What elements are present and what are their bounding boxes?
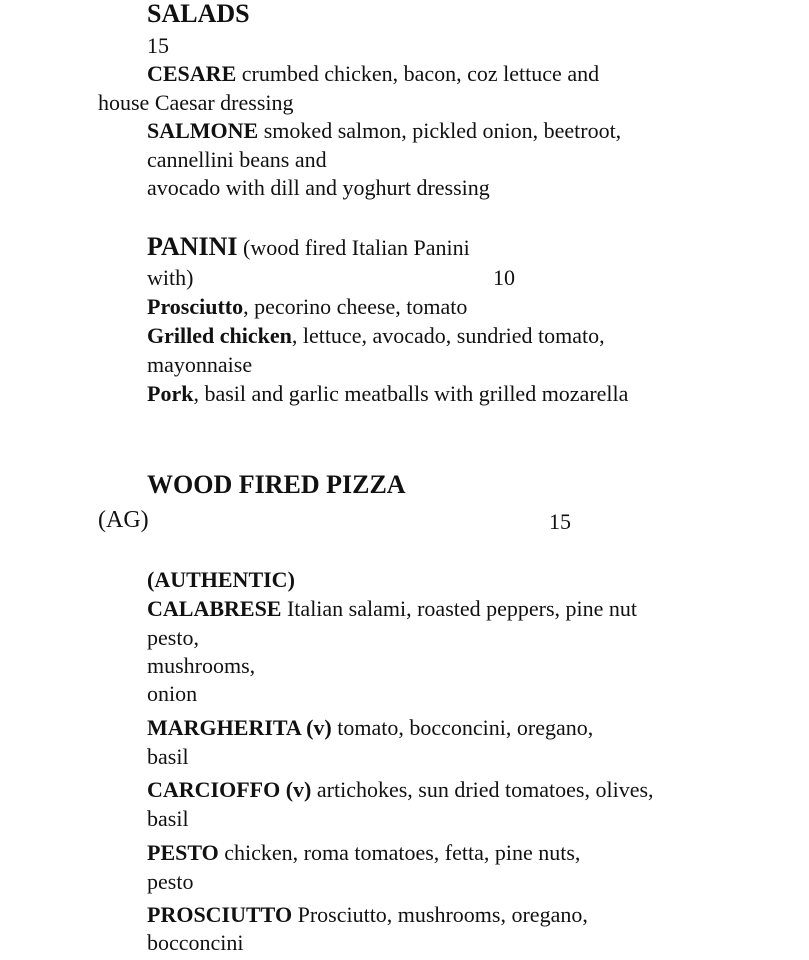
menu-item-carcioffo: [147, 776, 654, 804]
panini-heading-suffix: (wood fired Italian Panini: [243, 235, 470, 260]
item-name: CARCIOFFO (v): [147, 777, 312, 802]
item-desc-cont: cannellini beans and: [147, 147, 327, 172]
menu-item-cesare: [147, 60, 599, 88]
menu-item-calabrese: [147, 595, 637, 623]
item-name: Prosciutto: [147, 294, 244, 319]
item-desc-cont: mayonnaise: [147, 352, 253, 377]
item-desc: Italian salami, roasted peppers, pine nut: [286, 596, 638, 621]
item-desc-cont: bocconcini: [147, 930, 244, 955]
panini-heading-cont: with): [147, 265, 194, 290]
item-name: CALABRESE: [147, 596, 282, 621]
menu-item-margherita: [147, 714, 593, 742]
item-name: Grilled chicken: [147, 323, 292, 348]
item-name: Pork: [147, 381, 194, 406]
menu-item-pork: [147, 380, 628, 408]
item-desc: smoked salmon, pickled onion, beetroot,: [263, 118, 622, 143]
salads-price: 15: [147, 33, 169, 58]
item-desc-cont: pesto,: [147, 625, 199, 650]
item-desc-cont: basil: [147, 806, 189, 831]
item-desc-cont: pesto: [147, 869, 194, 894]
item-name: SALMONE: [147, 118, 259, 143]
panini-heading-line: [147, 233, 470, 262]
menu-item-prosciutto-pizza: [147, 901, 588, 929]
pizza-price: 15: [549, 509, 571, 534]
item-desc-cont: onion: [147, 681, 198, 706]
salads-heading: SALADS: [147, 0, 250, 28]
item-name: CESARE: [147, 61, 237, 86]
item-desc: , pecorino cheese, tomato: [243, 294, 468, 319]
item-desc: Prosciutto, mushrooms, oregano,: [297, 902, 588, 927]
item-name: MARGHERITA (v): [147, 715, 332, 740]
pizza-subheading: (AUTHENTIC): [147, 567, 295, 592]
item-desc-cont: house Caesar dressing: [98, 90, 294, 115]
item-name: PROSCIUTTO: [147, 902, 293, 927]
menu-item-pesto: [147, 839, 580, 867]
pizza-note: (AG): [98, 507, 149, 533]
item-desc: tomato, bocconcini, oregano,: [337, 715, 594, 740]
item-desc: , lettuce, avocado, sundried tomato,: [291, 323, 605, 348]
item-desc-cont: avocado with dill and yoghurt dressing: [147, 175, 490, 200]
menu-item-grilled-chicken: [147, 322, 605, 350]
item-desc: crumbed chicken, bacon, coz lettuce and: [241, 61, 600, 86]
item-desc: , basil and garlic meatballs with grilled mozarella: [193, 381, 629, 406]
item-name: PESTO: [147, 840, 219, 865]
menu-item-prosciutto-panini: [147, 293, 467, 321]
item-desc: chicken, roma tomatoes, fetta, pine nuts,: [224, 840, 581, 865]
menu-item-salmone: [147, 117, 621, 145]
item-desc-cont: basil: [147, 744, 189, 769]
panini-heading: PANINI: [147, 232, 238, 261]
panini-price: 10: [493, 265, 515, 290]
pizza-heading: WOOD FIRED PIZZA: [147, 470, 406, 499]
item-desc: artichokes, sun dried tomatoes, olives,: [316, 777, 654, 802]
item-desc-cont: mushrooms,: [147, 653, 256, 678]
